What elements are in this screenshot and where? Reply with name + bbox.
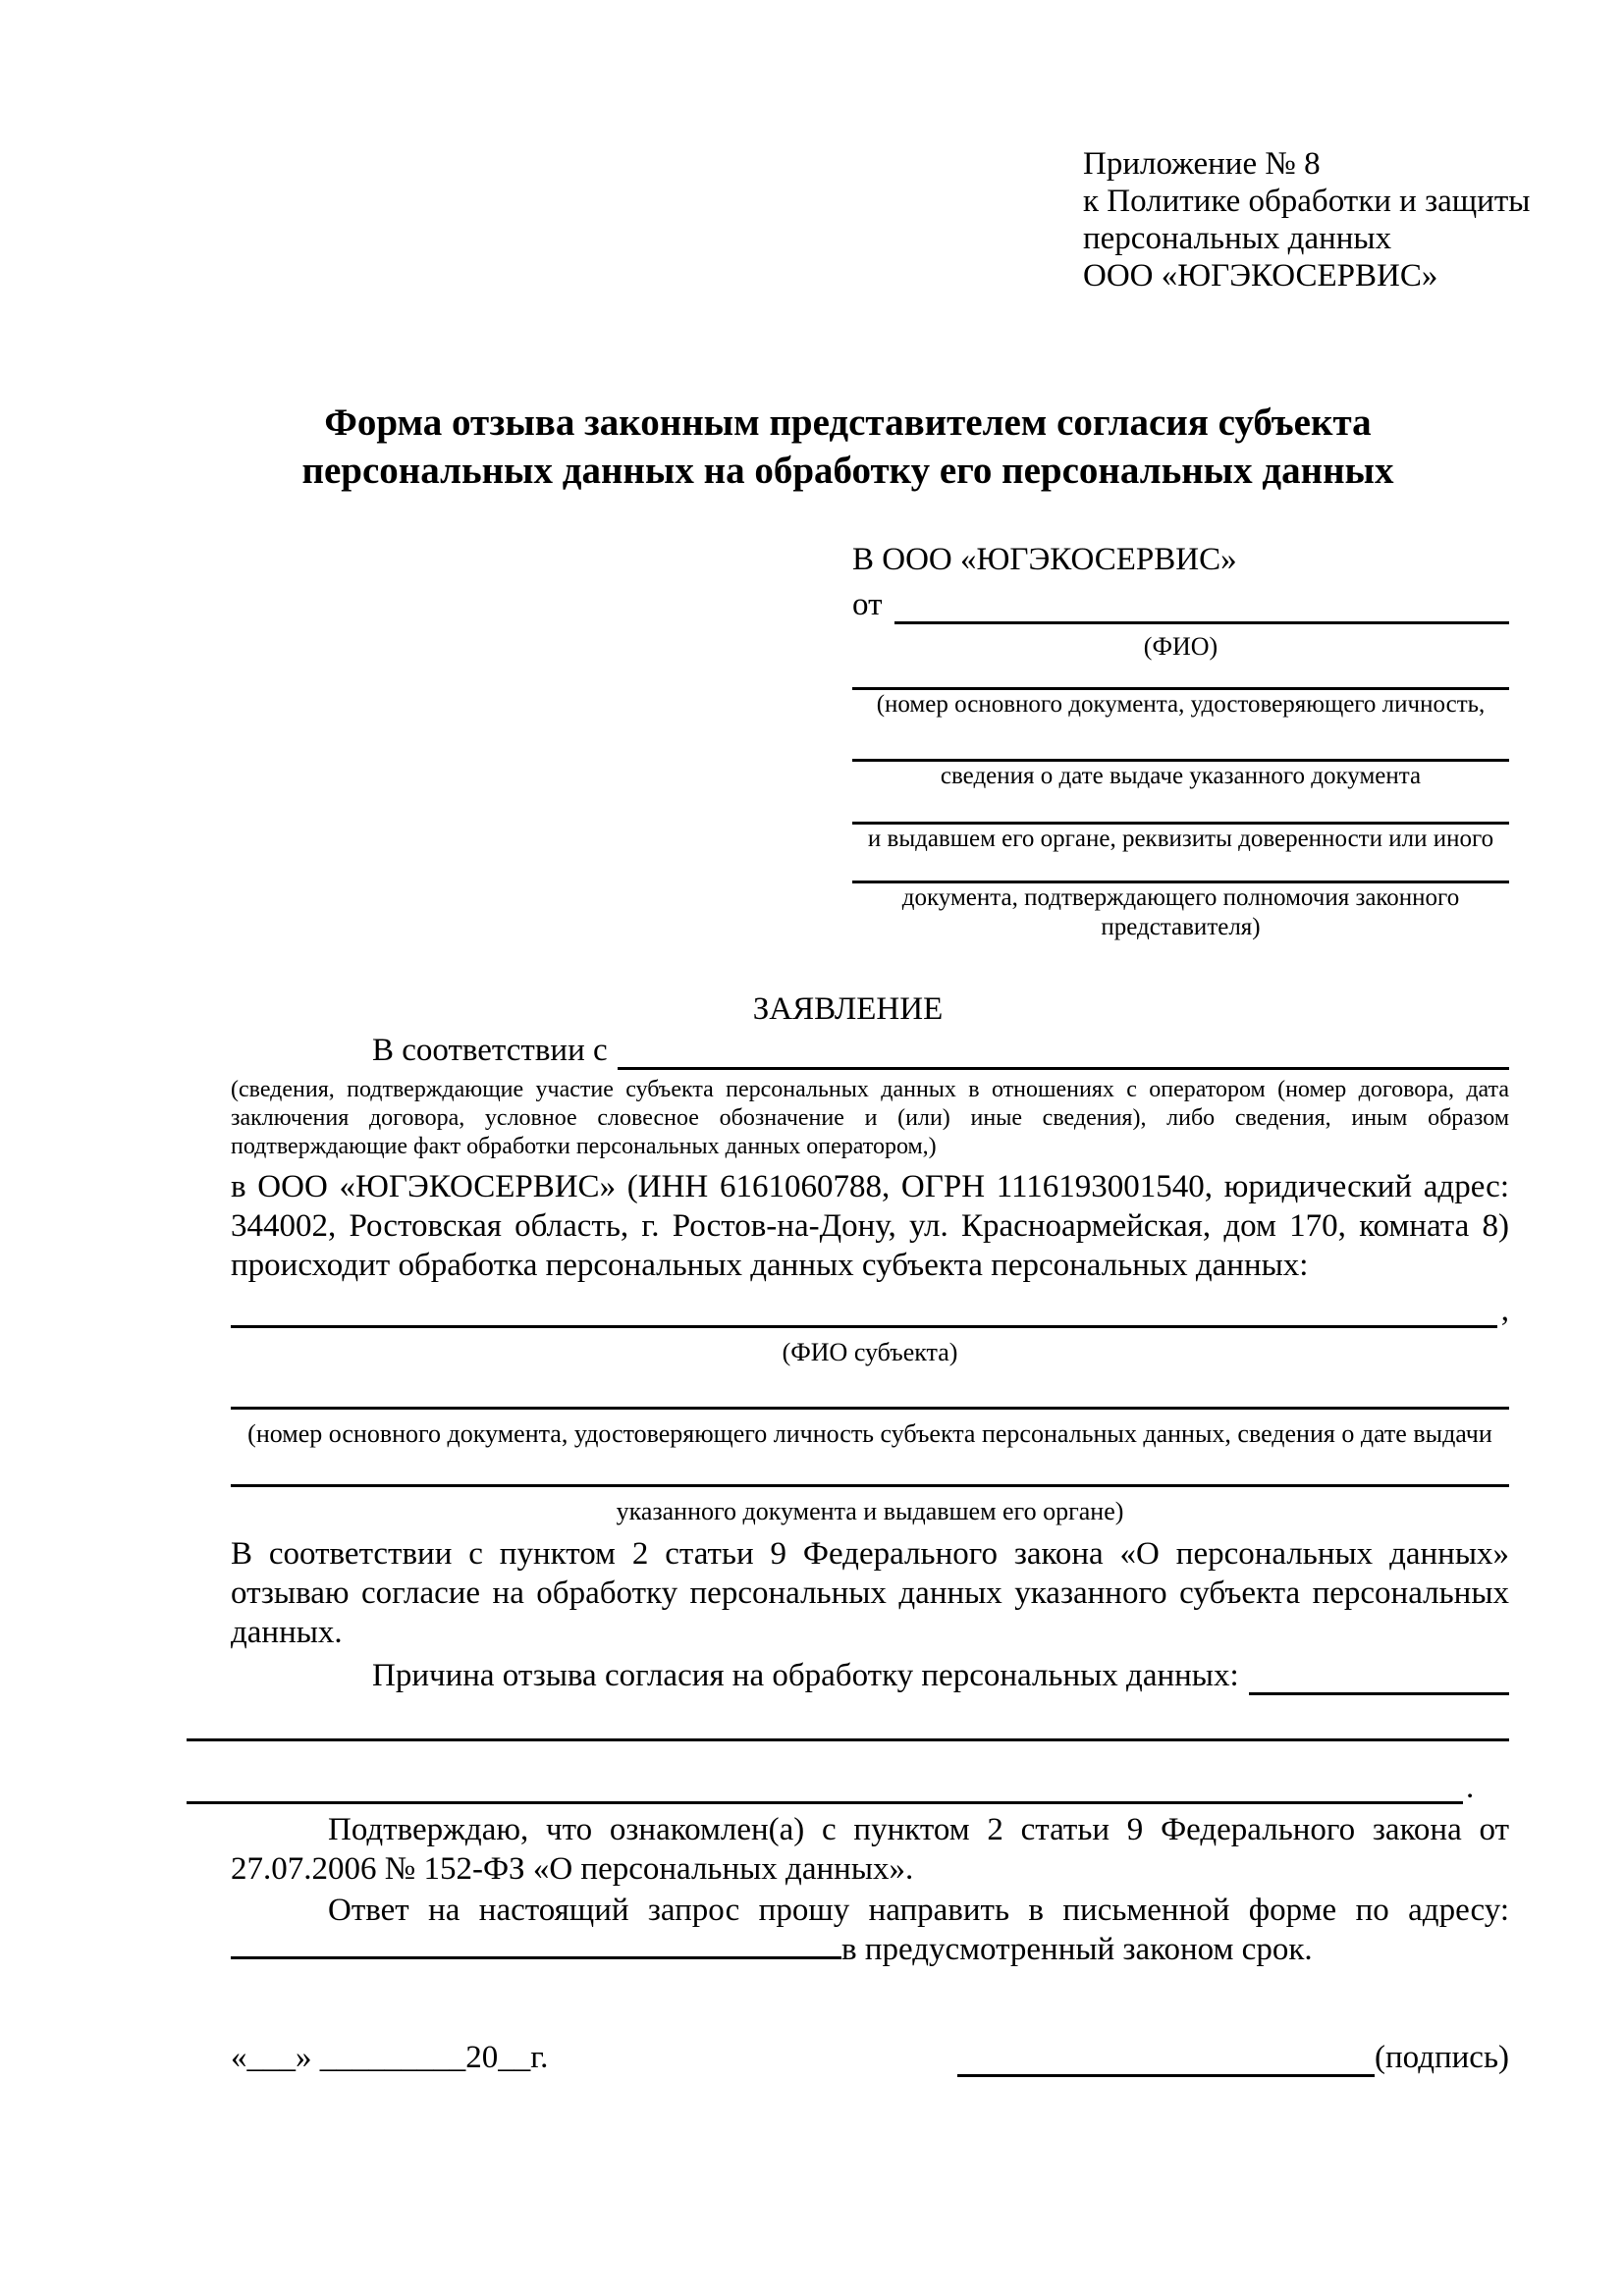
date-signature-row: [187, 2038, 1509, 2077]
appendix-note-line-3: персональных данных: [1083, 221, 1392, 256]
reason-blank-line-full: [187, 1738, 1509, 1741]
reply-paragraph: [231, 1891, 1509, 1969]
subject-fio-blank-line: [231, 1292, 1497, 1328]
intro-footnote: (сведения, подтверждающие участие субъекта персональных данных в отношениях с оператором (номер договора, дата заключения договора, условное словесное обозначение и (или) иные сведения), либо сведения, иным образом подтверждающие факт обработки персональных данных оператором,): [231, 1077, 1509, 1159]
reason-trailing-period: .: [1466, 1770, 1475, 1805]
reply-suffix: в предусмотренный законом срок.: [841, 1932, 1313, 1967]
subject-fio-comma: ,: [1500, 1293, 1509, 1328]
representative-doc-caption-2: сведения о дате выдаче указанного документа: [940, 763, 1422, 789]
representative-doc-caption-4: документа, подтверждающего полномочия законного представителя): [901, 884, 1460, 940]
intro-field-row: [231, 1029, 1509, 1070]
from-field-row: [852, 585, 1509, 624]
addressee-block: [852, 540, 1509, 942]
appendix-note: [1083, 145, 1531, 294]
document-title: [187, 399, 1509, 495]
document-title-line-1: Форма отзыва законным представителем согласия субъекта: [324, 401, 1372, 444]
representative-doc-blank-line-3: [852, 791, 1509, 825]
from-label: от: [852, 587, 883, 622]
representative-doc-blank-line-4: [852, 854, 1509, 883]
reason-prefix: Причина отзыва согласия на обработку персональных данных:: [372, 1658, 1239, 1693]
subject-doc-blank-line-2: [231, 1484, 1509, 1487]
representative-doc-blank-line-1: [852, 662, 1509, 690]
subject-doc-caption-2: указанного документа и выдавшем его органе): [616, 1497, 1124, 1525]
fio-caption: (ФИО): [1143, 632, 1218, 661]
operator-paragraph: в ООО «ЮГЭКОСЕРВИС» (ИНН 6161060788, ОГРН 1116193001540, юридический адрес: 344002, Ростовская область, г. Ростов-на-Дону, ул. Красноармейская, дом 170, комната 8) происходит обработка персональных данных субъекта персональных данных:: [231, 1169, 1509, 1283]
signature-blank-line: [957, 2041, 1375, 2077]
date-blank-line: «___» _________20__г.: [231, 2040, 549, 2075]
statement-heading: ЗАЯВЛЕНИЕ: [752, 991, 944, 1027]
subject-doc-caption-1: (номер основного документа, удостоверяющего личность субъекта персональных данных, сведения о дате выдачи: [247, 1419, 1492, 1448]
representative-doc-caption-3: и выдавшем его органе, реквизиты доверенности или иного: [867, 826, 1494, 852]
signature-block: [957, 2038, 1509, 2077]
appendix-note-line-4: ООО «ЮГЭКОСЕРВИС»: [1083, 258, 1438, 294]
reason-blank-line-last: [187, 1770, 1463, 1804]
subject-doc-blank-line-1: [231, 1407, 1509, 1410]
signature-caption: (подпись): [1375, 2040, 1509, 2075]
withdraw-paragraph: В соответствии с пунктом 2 статьи 9 Федерального закона «О персональных данных» отзываю согласие на обработку персональных данных указанного субъекта персональных данных.: [231, 1536, 1509, 1650]
reply-address-blank-line: [231, 1949, 841, 1959]
appendix-note-line-1: Приложение № 8: [1083, 146, 1321, 182]
reason-field-row: [231, 1654, 1509, 1695]
subject-fio-caption: (ФИО субъекта): [782, 1338, 958, 1366]
addressee-to: В ООО «ЮГЭКОСЕРВИС»: [852, 542, 1237, 577]
confirm-paragraph: Подтверждаю, что ознакомлен(а) с пунктом 2 статьи 9 Федерального закона от 27.07.2006 № 152-ФЗ «О персональных данных».: [231, 1812, 1509, 1887]
from-blank-line: [894, 588, 1510, 624]
representative-doc-blank-line-2: [852, 720, 1509, 762]
intro-blank-line: [618, 1034, 1509, 1070]
reason-blank-line-start: [1249, 1659, 1509, 1695]
document-title-line-2: персональных данных на обработку его персональных данных: [301, 450, 1394, 492]
subject-fio-field-row: [231, 1293, 1509, 1328]
reply-prefix: Ответ на настоящий запрос прошу направить в письменной форме по адресу:: [328, 1893, 1509, 1928]
intro-prefix: В соответствии с: [372, 1033, 608, 1068]
reason-blank-line-last-row: [187, 1771, 1509, 1804]
representative-doc-caption-1: (номер основного документа, удостоверяющего личность,: [876, 691, 1486, 718]
appendix-note-line-2: к Политике обработки и защиты: [1083, 184, 1531, 219]
